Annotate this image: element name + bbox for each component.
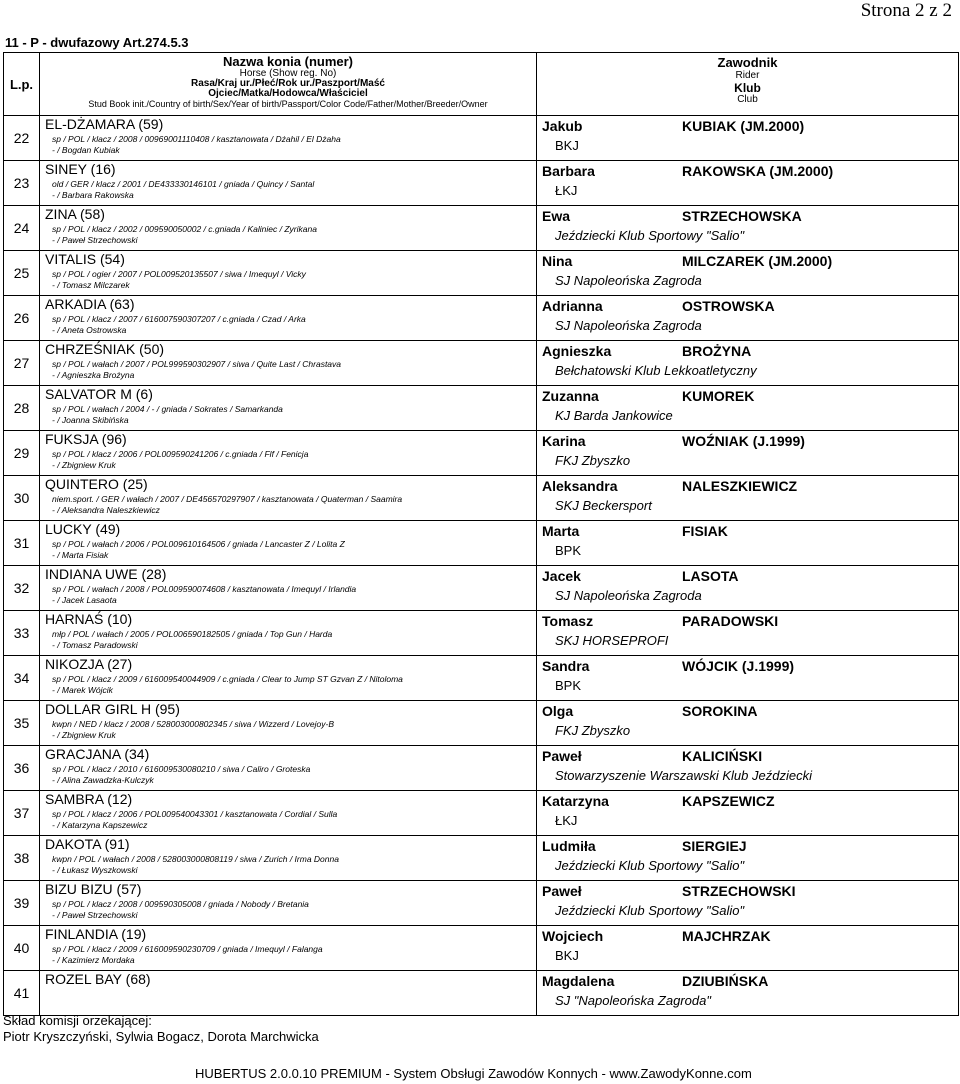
entry-lp: 38	[4, 836, 40, 881]
rider-header	[537, 53, 959, 116]
rider-club: SJ Napoleońska Zagroda	[555, 273, 702, 288]
rider-club: BKJ	[555, 948, 579, 963]
horse-details: sp / POL / wałach / 2006 / POL009610164506 / gniada / Lancaster Z / Lolita Z	[52, 539, 345, 549]
horse-name: ZINA (58)	[45, 206, 105, 222]
horse-details: sp / POL / wałach / 2007 / POL999590302907 / siwa / Quite Last / Chrastava	[52, 359, 342, 369]
rider-last-name: KUMOREK	[682, 388, 755, 404]
committee-label: Skład komisji orzekającej:	[3, 1013, 152, 1028]
horse-cell	[40, 881, 537, 926]
horse-owner: - / Kazimierz Mordaka	[52, 955, 135, 965]
rider-first-name: Sandra	[542, 658, 590, 674]
rider-first-name: Wojciech	[542, 928, 604, 944]
horse-details: sp / POL / wałach / 2004 / - / gniada / Sokrates / Samarkanda	[52, 404, 283, 414]
table-row	[4, 431, 959, 476]
horse-details: sp / POL / ogier / 2007 / POL009520135507 / siwa / Imequyl / Vicky	[52, 269, 306, 279]
horse-details-block	[52, 539, 345, 561]
rider-cell	[537, 701, 959, 746]
rider-cell	[537, 341, 959, 386]
table-row	[4, 521, 959, 566]
rider-cell	[537, 656, 959, 701]
horse-name: SINEY (16)	[45, 161, 116, 177]
table-row	[4, 476, 959, 521]
competition-title: 11 - P - dwufazowy Art.274.5.3	[5, 35, 189, 50]
entry-lp: 28	[4, 386, 40, 431]
table-row	[4, 926, 959, 971]
horse-owner: - / Jacek Lasaota	[52, 595, 117, 605]
horse-cell	[40, 746, 537, 791]
horse-details-block	[52, 764, 310, 786]
horse-details-block	[52, 854, 339, 876]
rider-last-name: PARADOWSKI	[682, 613, 779, 629]
club-header-title-en: Club	[737, 94, 758, 105]
rider-cell	[537, 251, 959, 296]
horse-details: sp / POL / klacz / 2008 / 00969001110408 / kasztanowata / Dżahil / El Dżaha	[52, 134, 341, 144]
rider-club: SKJ HORSEPROFI	[555, 633, 669, 648]
horse-details: sp / POL / klacz / 2006 / POL009540043301 / kasztanowata / Cordial / Sulla	[52, 809, 338, 819]
horse-owner: - / Aleksandra Naleszkiewicz	[52, 505, 160, 515]
table-row	[4, 206, 959, 251]
entry-lp: 34	[4, 656, 40, 701]
horse-name: FINLANDIA (19)	[45, 926, 147, 942]
rider-last-name: MAJCHRZAK	[682, 928, 771, 944]
horse-header-title-en: Horse (Show reg. No)	[239, 68, 337, 79]
entry-lp: 24	[4, 206, 40, 251]
rider-last-name: NALESZKIEWICZ	[682, 478, 798, 494]
horse-owner: - / Zbigniew Kruk	[52, 460, 116, 470]
horse-name: QUINTERO (25)	[45, 476, 148, 492]
committee	[3, 1013, 319, 1045]
horse-cell	[40, 611, 537, 656]
horse-cell	[40, 431, 537, 476]
rider-first-name: Tomasz	[542, 613, 594, 629]
horse-details: old / GER / klacz / 2001 / DE433330146101 / gniada / Quincy / Santal	[52, 179, 315, 189]
rider-last-name: KAPSZEWICZ	[682, 793, 775, 809]
horse-header-line2: Rasa/Kraj ur./Płeć/Rok ur./Paszport/Maść	[191, 78, 385, 89]
rider-last-name: KUBIAK (JM.2000)	[682, 118, 805, 134]
horse-details-block	[52, 809, 337, 831]
horse-name: SAMBRA (12)	[45, 791, 133, 807]
entry-lp: 27	[4, 341, 40, 386]
horse-details-block	[52, 449, 308, 471]
horse-details-block	[52, 314, 306, 336]
lp-header: L.p.	[4, 53, 40, 116]
page-number: Strona 2 z 2	[860, 0, 952, 21]
horse-cell	[40, 341, 537, 386]
rider-cell	[537, 791, 959, 836]
rider-first-name: Adrianna	[542, 298, 603, 314]
rider-club: Bełchatowski Klub Lekkoatletyczny	[555, 363, 757, 378]
rider-club: SJ Napoleońska Zagroda	[555, 588, 702, 603]
horse-owner: - / Marta Fisiak	[52, 550, 109, 560]
entry-lp: 35	[4, 701, 40, 746]
rider-club: Jeździecki Klub Sportowy "Salio"	[555, 858, 745, 873]
horse-owner: - / Paweł Strzechowski	[52, 910, 138, 920]
horse-details: sp / POL / klacz / 2010 / 616009530080210 / siwa / Caliro / Groteska	[52, 764, 311, 774]
horse-owner: - / Bogdan Kubiak	[52, 145, 120, 155]
table-row	[4, 296, 959, 341]
rider-first-name: Karina	[542, 433, 586, 449]
horse-owner: - / Aneta Ostrowska	[52, 325, 127, 335]
horse-owner: - / Zbigniew Kruk	[52, 730, 116, 740]
rider-first-name: Aleksandra	[542, 478, 618, 494]
horse-details: kwpn / NED / klacz / 2008 / 528003000802345 / siwa / Wizzerd / Lovejoy-B	[52, 719, 334, 729]
entry-lp: 23	[4, 161, 40, 206]
rider-club: BPK	[555, 678, 582, 693]
table-row	[4, 386, 959, 431]
rider-header-title: Zawodnik	[717, 55, 778, 70]
rider-first-name: Magdalena	[542, 973, 615, 989]
entry-lp: 39	[4, 881, 40, 926]
horse-cell	[40, 161, 537, 206]
rider-first-name: Agnieszka	[542, 343, 612, 359]
rider-club: SJ Napoleońska Zagroda	[555, 318, 702, 333]
horse-details-block	[52, 269, 306, 291]
rider-header-title-en: Rider	[735, 70, 760, 81]
horse-details-block	[52, 494, 402, 516]
horse-owner: - / Alina Zawadzka-Kulczyk	[52, 775, 154, 785]
table-row	[4, 836, 959, 881]
club-header-title: Klub	[734, 81, 761, 95]
entry-lp: 29	[4, 431, 40, 476]
horse-cell	[40, 296, 537, 341]
rider-club: ŁKJ	[555, 813, 578, 828]
rider-last-name: SOROKINA	[682, 703, 758, 719]
rider-cell	[537, 836, 959, 881]
horse-details: sp / POL / wałach / 2008 / POL009590074608 / kasztanowata / Imequyl / Irlandia	[52, 584, 357, 594]
horse-owner: - / Tomasz Milczarek	[52, 280, 130, 290]
rider-cell	[537, 971, 959, 1016]
rider-last-name: RAKOWSKA (JM.2000)	[682, 163, 834, 179]
horse-name: EL-DŻAMARA (59)	[45, 116, 164, 132]
rider-first-name: Ludmiła	[542, 838, 596, 854]
entry-lp: 31	[4, 521, 40, 566]
rider-first-name: Ewa	[542, 208, 571, 224]
rider-first-name: Jacek	[542, 568, 581, 584]
rider-cell	[537, 746, 959, 791]
horse-details-block	[52, 224, 317, 246]
rider-last-name: STRZECHOWSKA	[682, 208, 802, 224]
footer: HUBERTUS 2.0.0.10 PREMIUM - System Obsługi Zawodów Konnych - www.ZawodyKonne.com	[195, 1066, 752, 1081]
rider-last-name: BROŻYNA	[682, 343, 752, 359]
rider-last-name: LASOTA	[682, 568, 739, 584]
rider-first-name: Marta	[542, 523, 580, 539]
rider-club: FKJ Zbyszko	[555, 723, 631, 738]
rider-first-name: Barbara	[542, 163, 595, 179]
rider-cell	[537, 206, 959, 251]
rider-cell	[537, 476, 959, 521]
entry-lp: 41	[4, 971, 40, 1016]
table-row	[4, 251, 959, 296]
rider-club: BPK	[555, 543, 582, 558]
rider-club: FKJ Zbyszko	[555, 453, 631, 468]
horse-cell	[40, 206, 537, 251]
rider-club: SKJ Beckersport	[555, 498, 652, 513]
rider-cell	[537, 116, 959, 161]
table-row	[4, 566, 959, 611]
rider-first-name: Zuzanna	[542, 388, 599, 404]
horse-name: DAKOTA (91)	[45, 836, 130, 852]
horse-details: sp / POL / klacz / 2006 / POL009590241206 / c.gniada / Flf / Fenicja	[52, 449, 309, 459]
table-row	[4, 881, 959, 926]
rider-first-name: Olga	[542, 703, 574, 719]
rider-cell	[537, 881, 959, 926]
rider-last-name: WÓJCIK (J.1999)	[682, 658, 795, 674]
entry-lp: 33	[4, 611, 40, 656]
table-row	[4, 791, 959, 836]
horse-details: niem.sport. / GER / wałach / 2007 / DE456570297907 / kasztanowata / Quaterman / Saamira	[52, 494, 403, 504]
horse-owner: - / Paweł Strzechowski	[52, 235, 138, 245]
rider-last-name: WOŹNIAK (J.1999)	[682, 433, 805, 449]
horse-cell	[40, 521, 537, 566]
horse-details-block	[52, 404, 283, 426]
horse-cell	[40, 476, 537, 521]
table-row	[4, 971, 959, 1016]
rider-last-name: KALICIŃSKI	[682, 748, 763, 764]
rider-cell	[537, 611, 959, 656]
horse-details-block	[52, 584, 356, 606]
horse-header	[40, 53, 537, 116]
entry-lp: 22	[4, 116, 40, 161]
entry-lp: 36	[4, 746, 40, 791]
horse-name: ARKADIA (63)	[45, 296, 135, 312]
horse-cell	[40, 971, 537, 1016]
rider-first-name: Paweł	[542, 748, 582, 764]
horse-header-title: Nazwa konia (numer)	[222, 54, 354, 69]
horse-owner: - / Agnieszka Brożyna	[52, 370, 135, 380]
horse-details-block	[52, 179, 314, 201]
horse-name: HARNAŚ (10)	[45, 611, 133, 627]
table-row	[4, 341, 959, 386]
rider-first-name: Nina	[542, 253, 573, 269]
horse-details-block	[52, 134, 341, 156]
horse-owner: - / Barbara Rakowska	[52, 190, 134, 200]
rider-cell	[537, 521, 959, 566]
horse-cell	[40, 386, 537, 431]
horse-details-block	[52, 629, 332, 651]
rider-last-name: STRZECHOWSKI	[682, 883, 796, 899]
entry-lp: 25	[4, 251, 40, 296]
rider-last-name: MILCZAREK (JM.2000)	[682, 253, 833, 269]
rider-club: Jeździecki Klub Sportowy "Salio"	[555, 903, 745, 918]
table-row	[4, 611, 959, 656]
rider-club: KJ Barda Jankowice	[555, 408, 673, 423]
horse-details: sp / POL / klacz / 2009 / 616009540044909 / c.gniada / Clear to Jump ST Gzvan Z / Nitoloma	[52, 674, 403, 684]
horse-details-block	[52, 674, 403, 696]
rider-cell	[537, 431, 959, 476]
horse-details-block	[52, 719, 334, 741]
horse-name: BIZU BIZU (57)	[45, 881, 142, 897]
horse-cell	[40, 836, 537, 881]
horse-header-line4: Stud Book init./Country of birth/Sex/Year of birth/Passport/Color Code/Father/Mother/Breeder/Owner	[88, 99, 488, 109]
committee-members: Piotr Kryszczyński, Sylwia Bogacz, Dorota Marchwicka	[3, 1029, 319, 1044]
horse-name: ROZEL BAY (68)	[45, 971, 151, 987]
horse-cell	[40, 566, 537, 611]
rider-cell	[537, 566, 959, 611]
rider-last-name: DZIUBIŃSKA	[682, 973, 769, 989]
rider-first-name: Katarzyna	[542, 793, 609, 809]
horse-name: VITALIS (54)	[45, 251, 125, 267]
table-row	[4, 746, 959, 791]
rider-club: Stowarzyszenie Warszawski Klub Jeździecki	[555, 768, 812, 783]
start-list-table	[3, 52, 959, 1016]
horse-details: młp / POL / wałach / 2005 / POL006590182505 / gniada / Top Gun / Harda	[52, 629, 333, 639]
table-row	[4, 116, 959, 161]
rider-first-name: Jakub	[542, 118, 583, 134]
horse-owner: - / Joanna Skibińska	[52, 415, 129, 425]
horse-cell	[40, 656, 537, 701]
horse-cell	[40, 116, 537, 161]
horse-owner: - / Tomasz Paradowski	[52, 640, 138, 650]
rider-cell	[537, 296, 959, 341]
horse-name: GRACJANA (34)	[45, 746, 150, 762]
horse-name: LUCKY (49)	[45, 521, 121, 537]
horse-details: sp / POL / klacz / 2009 / 616009590230709 / gniada / Imequyl / Falanga	[52, 944, 323, 954]
entry-lp: 32	[4, 566, 40, 611]
table-header	[4, 53, 959, 116]
rider-last-name: FISIAK	[682, 523, 728, 539]
entry-lp: 37	[4, 791, 40, 836]
entry-lp: 40	[4, 926, 40, 971]
rider-cell	[537, 386, 959, 431]
table-row	[4, 656, 959, 701]
horse-cell	[40, 791, 537, 836]
horse-details: sp / POL / klacz / 2008 / 009590305008 / gniada / Nobody / Bretania	[52, 899, 309, 909]
horse-name: INDIANA UWE (28)	[45, 566, 167, 582]
rider-club: SJ "Napoleońska Zagroda"	[555, 993, 711, 1008]
rider-first-name: Paweł	[542, 883, 582, 899]
horse-details-block	[52, 899, 309, 921]
table-row	[4, 701, 959, 746]
horse-cell	[40, 251, 537, 296]
rider-club: ŁKJ	[555, 183, 578, 198]
entry-lp: 30	[4, 476, 40, 521]
horse-name: SALVATOR M (6)	[45, 386, 153, 402]
entry-lp: 26	[4, 296, 40, 341]
horse-name: FUKSJA (96)	[45, 431, 127, 447]
rider-club: BKJ	[555, 138, 579, 153]
horse-cell	[40, 701, 537, 746]
horse-owner: - / Katarzyna Kapszewicz	[52, 820, 148, 830]
horse-name: CHRZEŚNIAK (50)	[45, 341, 165, 357]
rider-last-name: SIERGIEJ	[682, 838, 747, 854]
horse-name: NIKOZJA (27)	[45, 656, 133, 672]
horse-name: DOLLAR GIRL H (95)	[45, 701, 180, 717]
horse-owner: - / Marek Wójcik	[52, 685, 113, 695]
horse-header-line3: Ojciec/Matka/Hodowca/Właściciel	[208, 88, 368, 99]
horse-details-block	[52, 359, 341, 381]
table-row	[4, 161, 959, 206]
horse-details: sp / POL / klacz / 2002 / 009590050002 / c.gniada / Kaliniec / Zyrikana	[52, 224, 317, 234]
rider-club: Jeździecki Klub Sportowy "Salio"	[555, 228, 745, 243]
rider-last-name: OSTROWSKA	[682, 298, 775, 314]
horse-details: kwpn / POL / wałach / 2008 / 528003000808119 / siwa / Zurich / Irma Donna	[52, 854, 339, 864]
rider-cell	[537, 926, 959, 971]
horse-details: sp / POL / klacz / 2007 / 616007590307207 / c.gniada / Czad / Arka	[52, 314, 306, 324]
horse-details-block	[52, 944, 323, 966]
rider-cell	[537, 161, 959, 206]
horse-cell	[40, 926, 537, 971]
horse-owner: - / Łukasz Wyszkowski	[52, 865, 138, 875]
